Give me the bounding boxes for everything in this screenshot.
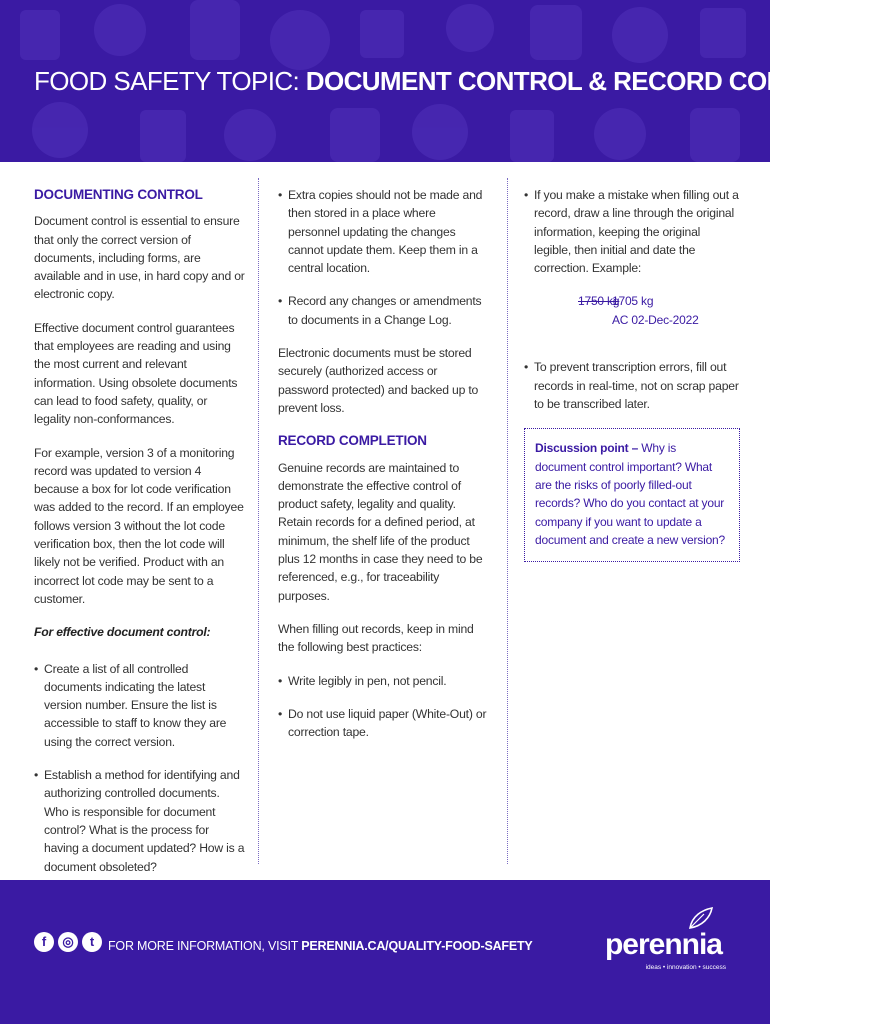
- paragraph: Electronic documents must be stored securely (authorized access or password protected) and backed up to prevent loss.: [278, 346, 479, 415]
- page-title: [34, 66, 896, 97]
- more-info-text: FOR MORE INFORMATION, VISIT PERENNIA.CA/QUALITY-FOOD-SAFETY: [108, 939, 533, 953]
- subheading: For effective document control:: [34, 625, 211, 640]
- example-struck-value: 1750 kg: [578, 294, 620, 309]
- title-main: DOCUMENT CONTROL & RECORD COMPLETION: [305, 66, 896, 96]
- website-link[interactable]: PERENNIA.CA/QUALITY-FOOD-SAFETY: [301, 939, 533, 953]
- perennia-logo: [604, 906, 730, 976]
- logo-wordmark: perennia: [604, 928, 722, 961]
- example-corrected-value: 1705 kg: [612, 294, 654, 309]
- title-prefix: FOOD SAFETY TOPIC:: [34, 66, 306, 96]
- list-item: • Do not use liquid paper (White-Out) or correction tape.: [278, 706, 487, 740]
- list-item: • Extra copies should not be made and then stored in a place where personnel updating the changes cannot update them. Keep them in a central location.: [278, 188, 483, 276]
- column-record-completion: [278, 186, 490, 756]
- instagram-icon[interactable]: ◎: [58, 932, 78, 952]
- column-documenting-control: [34, 186, 246, 891]
- paragraph: For example, version 3 of a monitoring record was updated to version 4 because a box for lot code verification was added to the record. If an employee follows version 3 without the lot code verification box, then the lot code will likely not be verified. Product with an incorrect lot code may be sent to a customer.: [34, 445, 244, 606]
- discussion-box: [524, 428, 740, 562]
- list-item: • Record any changes or amendments to documents in a Change Log.: [278, 294, 482, 327]
- paragraph: Effective document control guarantees that employees are reading and using the most current and relevant information. Using obsolete documents can lead to food safety, quality, or legality non-conformances.: [34, 320, 238, 427]
- facebook-icon[interactable]: f: [34, 932, 54, 952]
- paragraph: When filling out records, keep in mind the following best practices:: [278, 621, 474, 655]
- column-divider-2: [507, 178, 508, 864]
- list-item: • Write legibly in pen, not pencil.: [278, 673, 447, 688]
- social-links: [34, 932, 102, 952]
- logo-tagline: ideas • innovation • success: [645, 964, 726, 971]
- section-heading-record-completion: RECORD COMPLETION: [278, 433, 427, 449]
- column-tips: [524, 186, 740, 562]
- list-item: • To prevent transcription errors, fill out records in real-time, not on scrap paper to be transcribed later.: [524, 360, 739, 412]
- header-banner: [0, 0, 896, 162]
- correction-example: [524, 292, 740, 344]
- discussion-text: Why is document control important? What are the risks of poorly filled-out records? Who do you contact at your company if you want to update a document and create a new version?: [535, 441, 725, 547]
- list-item: • If you make a mistake when filling out a record, draw a line through the original information, keeping the original legible, then initial and date the correction. Example:: [524, 188, 739, 276]
- footer: [0, 880, 770, 1024]
- example-initials-date: AC 02-Dec-2022: [612, 313, 699, 328]
- list-item: • Establish a method for identifying and authorizing controlled documents. Who is responsible for document control? What is the process for having a document updated? How is a document obsoleted?: [34, 768, 245, 874]
- section-heading-documenting-control: DOCUMENTING CONTROL: [34, 187, 203, 202]
- discussion-label: Discussion point –: [535, 441, 642, 456]
- twitter-icon[interactable]: t: [82, 932, 102, 952]
- column-divider-1: [258, 178, 259, 864]
- paragraph: Genuine records are maintained to demonstrate the effective control of product safety, legality and quality. Retain records for a defined period, at minimum, the shelf life of the product plus 12 months in case they need to be referenced, e.g., for traceability purposes.: [278, 460, 483, 603]
- list-item: • Create a list of all controlled documents indicating the latest version number. Ensure the list is accessible to staff to know they are using the correct version.: [34, 661, 227, 749]
- paragraph: Document control is essential to ensure that only the correct version of documents, including forms, are available and in use, in hard copy and or electronic copy.: [34, 214, 245, 302]
